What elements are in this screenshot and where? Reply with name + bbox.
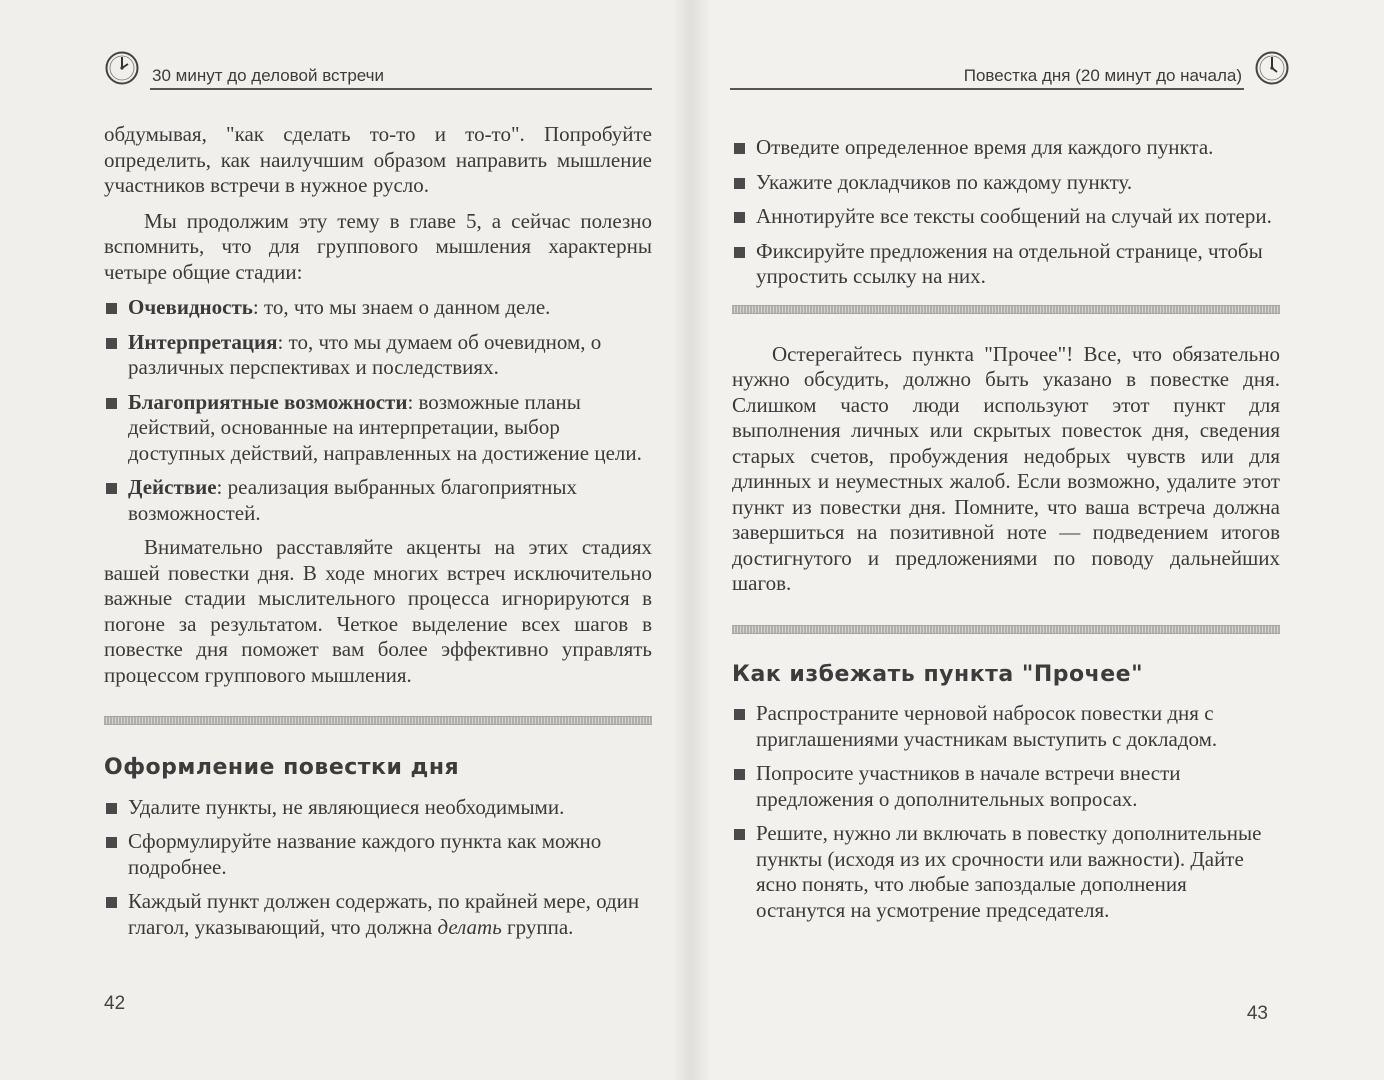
section-divider xyxy=(104,716,652,725)
callout-top-rule xyxy=(732,305,1280,314)
section-title: Как избежать пункта "Прочее" xyxy=(732,661,1144,687)
list-item: Укажите докладчиков по каждому пункту. xyxy=(732,170,1280,196)
right-running-header xyxy=(730,50,1290,90)
list-item: Удалите пункты, не являющиеся необходимыми. xyxy=(104,795,652,821)
stage-text: : возможные планы действий, основанные на интерпретации, выбор доступных действий, направленных на достижение цели. xyxy=(128,389,642,465)
list-item: Отведите определенное время для каждого пункта. xyxy=(732,135,1280,161)
paragraph: Мы продолжим эту тему в главе 5, а сейчас полезно вспомнить, что для группового мышления характерны четыре общие стадии: xyxy=(104,208,652,284)
list-item: Фиксируйте предложения на отдельной странице, чтобы упростить ссылку на них. xyxy=(732,239,1280,290)
agenda-design-list xyxy=(104,795,652,941)
stage-text: : то, что мы знаем о данном деле. xyxy=(252,295,551,319)
header-rule xyxy=(730,88,1244,90)
list-item: Распространите черновой набросок повестки дня с приглашениями участникам выступить с докладом. xyxy=(732,701,1280,752)
stage-term: Благоприятные возможности xyxy=(128,389,408,414)
agenda-tips-list xyxy=(732,135,1280,290)
stage-term: Интерпретация xyxy=(128,329,278,354)
stage-term: Действие xyxy=(128,475,217,499)
right-page xyxy=(692,0,1384,1080)
list-item: Каждый пункт должен содержать, по крайней мере, один глагол, указывающий, что должна делать группа. xyxy=(104,889,652,940)
running-header-title: Повестка дня (20 минут до начала) xyxy=(963,66,1242,85)
stage-text: : реализация выбранных благоприятных возможностей. xyxy=(128,475,577,525)
running-header-title: 30 минут до деловой встречи xyxy=(152,66,385,85)
list-item xyxy=(104,475,652,526)
callout-text: Остерегайтесь пункта "Прочее"! Все, что обязательно нужно обсудить, должно быть указано в повестке дня. Слишком часто люди используют этот пункт для выполнения личных или скрытых повесток дня, сведения старых счетов, пробуждения недобрых чувств или для длинных и неуместных жалоб. Если возможно, удалите этот пункт из повестки дня. Помните, что ваша встреча должна завершиться на позитивной ноте — подведением итогов достигнутого и предложениями по поводу дальнейших шагов. xyxy=(732,341,1280,595)
section-title: Оформление повестки дня xyxy=(104,755,460,780)
list-item: Попросите участников в начале встречи внести предложения о дополнительных вопросах. xyxy=(732,761,1280,812)
page-number: 42 xyxy=(104,993,126,1014)
list-item: Решите, нужно ли включать в повестку дополнительные пункты (исходя из их срочности или важности). Дайте ясно понять, что любые запоздалые дополнения останутся на усмотрение председателя. xyxy=(732,821,1280,923)
clock-icon xyxy=(104,50,140,86)
paragraph: обдумывая, "как сделать то-то и то-то". Попробуйте определить, как наилучшим образом направить мышление участников встречи в нужное русло. xyxy=(104,122,652,197)
list-item xyxy=(104,390,652,467)
page-number: 43 xyxy=(1246,1003,1268,1024)
callout-bottom-rule xyxy=(732,625,1280,634)
right-content xyxy=(732,135,1280,932)
emphasis: делать xyxy=(437,914,502,939)
left-content xyxy=(104,122,652,949)
paragraph: Внимательно расставляйте акценты на этих стадиях вашей повестки дня. В ходе многих встреч исключительно важные стадии мыслительного процесса игнорируются в погоне за результатом. Четкое выделение всех шагов в повестке дня поможет вам более эффективно управлять процессом группового мышления. xyxy=(104,535,652,687)
list-item: Аннотируйте все тексты сообщений на случай их потери. xyxy=(732,204,1280,230)
clock-icon xyxy=(1254,50,1290,86)
left-running-header xyxy=(104,50,652,90)
stages-list xyxy=(104,295,652,526)
avoid-other-list xyxy=(732,701,1280,923)
stage-term: Очевидность xyxy=(128,295,253,319)
header-rule xyxy=(150,88,652,90)
list-item xyxy=(104,330,652,381)
list-item: Сформулируйте название каждого пункта как можно подробнее. xyxy=(104,829,652,880)
list-item xyxy=(104,295,652,321)
stage-text: : то, что мы думаем об очевидном, о различных перспективах и последствиях. xyxy=(128,329,602,379)
